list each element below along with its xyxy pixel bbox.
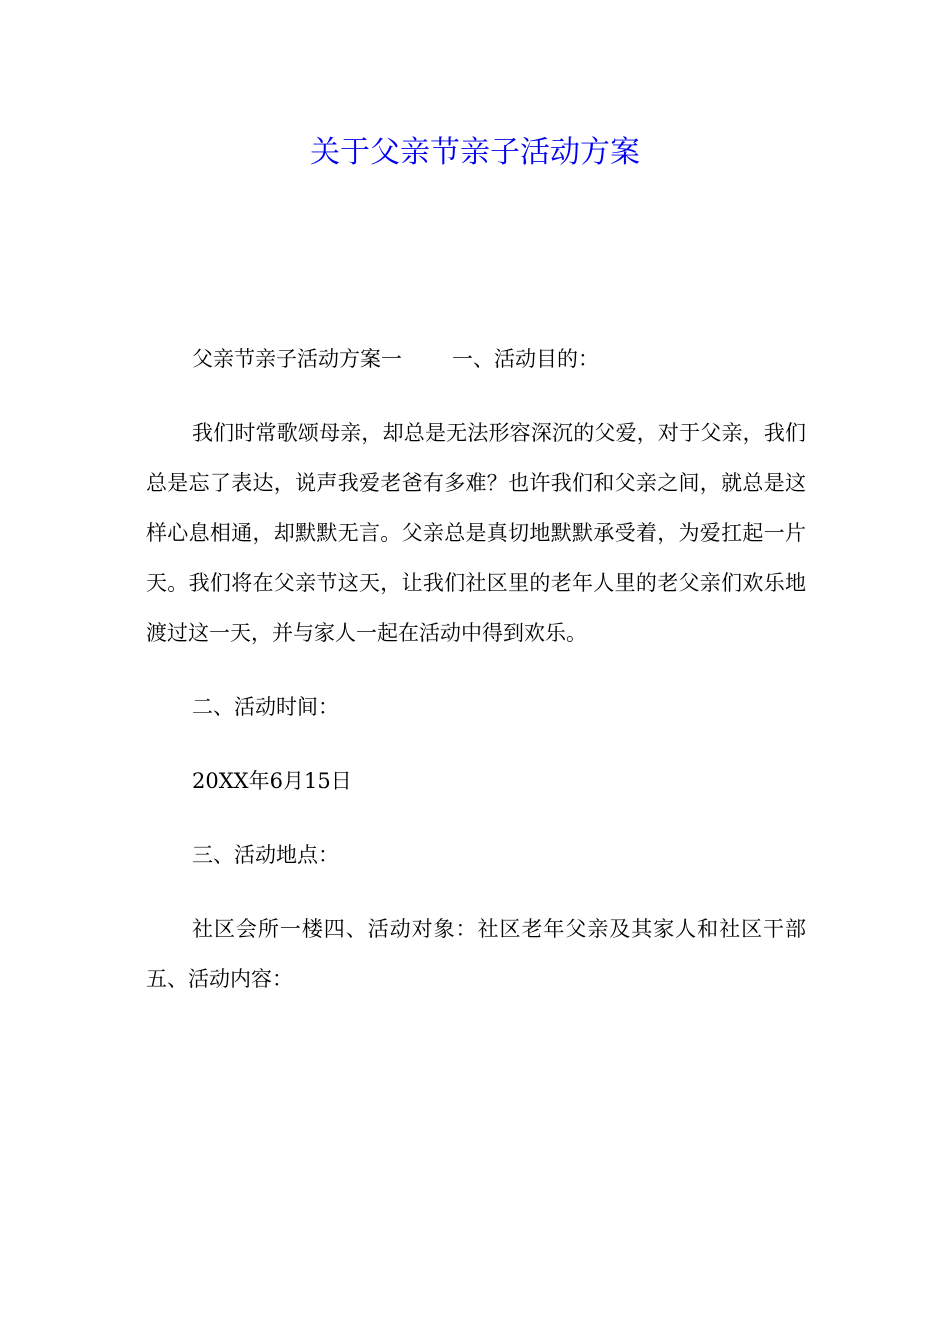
section-heading-location: 三、活动地点：: [192, 843, 339, 867]
plan-heading: 父亲节亲子活动方案一: [192, 347, 402, 371]
document-body: [146, 334, 806, 1004]
document-title: 关于父亲节亲子活动方案: [310, 135, 640, 170]
paragraph-heading: [146, 334, 806, 384]
paragraph-purpose: 我们时常歌颂母亲，却总是无法形容深沉的父爱，对于父亲，我们总是忘了表达，说声我爱老爸有多难？也许我们和父亲之间，就总是这样心息相通，却默默无言。父亲总是真切地默默承受着，为爱扛起一片天。我们将在父亲节这天，让我们社区里的老年人里的老父亲们欢乐地渡过这一天，并与家人一起在活动中得到欢乐。: [146, 421, 806, 645]
paragraph-date: 20XX年6月15日: [192, 769, 352, 793]
section-heading-purpose: 一、活动目的：: [452, 347, 599, 371]
section-heading-time: 二、活动时间：: [192, 695, 339, 719]
paragraph-location-audience: 社区会所一楼四、活动对象：社区老年父亲及其家人和社区干部五、活动内容：: [146, 917, 806, 991]
